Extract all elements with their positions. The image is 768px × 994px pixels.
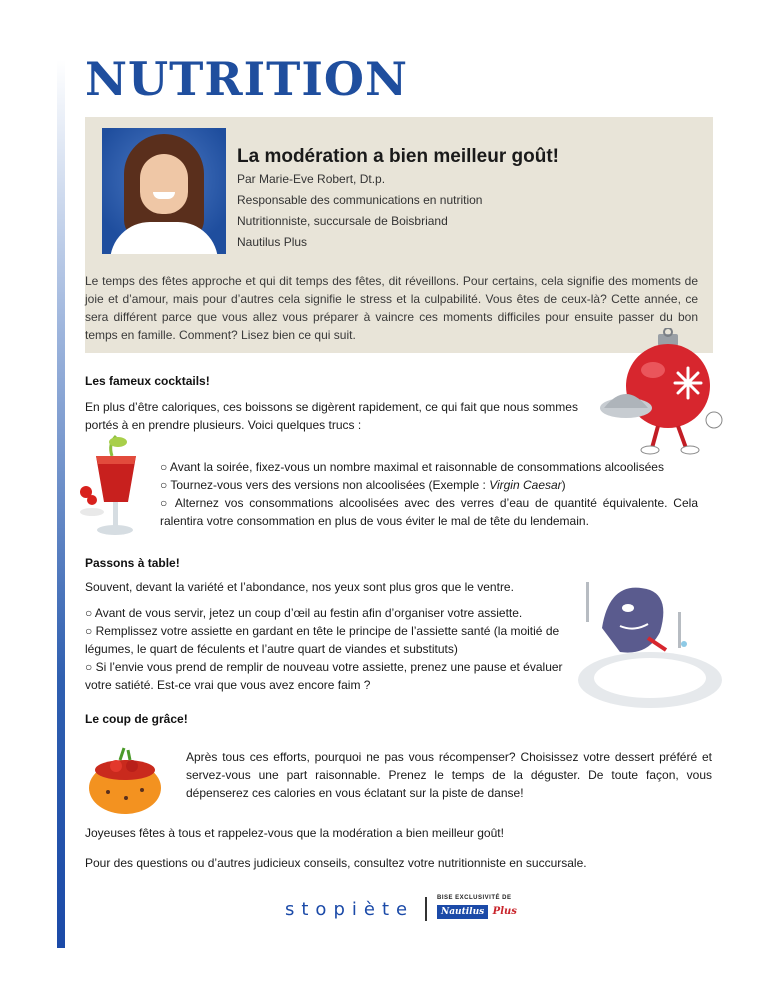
dessert-paragraph: Après tous ces efforts, pourquoi ne pas vous récompenser? Choisissez votre dessert préféré et servez-vous une part raisonnable. Prenez le temps de la déguster. De toute façon, vous dépenserez ces calories en vous éclatant sur la piste de danse! <box>186 750 712 800</box>
nautilus-plus-logo: BISE EXCLUSIVITÉ DE Nautilus Plus <box>437 895 517 917</box>
stopiete-logo: stopiète <box>285 899 415 920</box>
list-item: ○ Avant de vous servir, jetez un coup d’œil au festin afin d’organiser votre assiette. <box>85 606 523 620</box>
author-line: Par Marie-Eve Robert, Dt.p. <box>237 172 386 186</box>
caesar-drink-illustration <box>78 432 152 542</box>
section-title-cocktails: Les fameux cocktails! <box>85 374 210 388</box>
closing-line: Joyeuses fêtes à tous et rappelez-vous que la modération a bien meilleur goût! <box>85 826 504 840</box>
list-item: ○ Remplissez votre assiette en gardant en tête le principe de l’assiette santé (la moitié de légumes, le quart de féculents et l’autre quart de viandes et substituts) <box>85 624 560 656</box>
logo-divider <box>425 897 427 921</box>
ornament-mascot-illustration <box>598 328 736 456</box>
intro-paragraph: Le temps des fêtes approche et qui dit temps des fêtes, dit réveillons. Pour certains, cela signifie des moments de joie et d’amour, mais pour d’autres cela signifie le stress et la culpabilité. Vous êtes de ceux-là? Cette année, ce sera différent parce que vous allez vous préparer à vaincre ces moments difficiles pour ensuite passer du bon temps en famille. Comment? Lisez bien ce qui suit. <box>85 274 698 342</box>
orange-dessert-illustration <box>80 740 170 818</box>
section-title-dessert: Le coup de grâce! <box>85 712 188 726</box>
author-line: Responsable des communications en nutrition <box>237 193 483 207</box>
table-paragraph: Souvent, devant la variété et l’abondance, nos yeux sont plus gros que le ventre. <box>85 580 514 594</box>
section-title-table: Passons à table! <box>85 556 180 570</box>
cocktail-tips-list <box>160 458 698 530</box>
side-accent-bar <box>57 60 65 948</box>
table-tips-list <box>85 604 580 694</box>
author-photo <box>102 128 226 254</box>
article-headline: La modération a bien meilleur goût! <box>237 146 559 167</box>
list-item: ○ Alternez vos consommations alcoolisées avec des verres d’eau de quantité équivalente. Cela ralentira votre consommation en plus de vous éviter le mal de tête du lendemain. <box>160 496 698 528</box>
cocktails-paragraph: En plus d’être caloriques, ces boissons se digèrent rapidement, ce qui fait que nous sommes portés à en prendre plusieurs. Voici quelques trucs : <box>85 400 578 432</box>
list-item: ○ Avant la soirée, fixez-vous un nombre maximal et raisonnable de consommations alcoolisées <box>160 460 664 474</box>
closing-line: Pour des questions ou d’autres judicieux conseils, consultez votre nutritionniste en succursale. <box>85 856 587 870</box>
page-title: NUTRITION <box>85 52 409 106</box>
author-line: Nautilus Plus <box>237 235 308 249</box>
author-line: Nutritionniste, succursale de Boisbriand <box>237 214 448 228</box>
list-item: ○ Si l’envie vous prend de remplir de nouveau votre assiette, prenez une pause et évaluer votre satiété. Est-ce vrai que vous avez encore faim ? <box>85 660 563 692</box>
footer-logos <box>285 895 525 927</box>
list-item: ○ Tournez-vous vers des versions non alcoolisées (Exemple : Virgin Caesar) <box>160 478 566 492</box>
